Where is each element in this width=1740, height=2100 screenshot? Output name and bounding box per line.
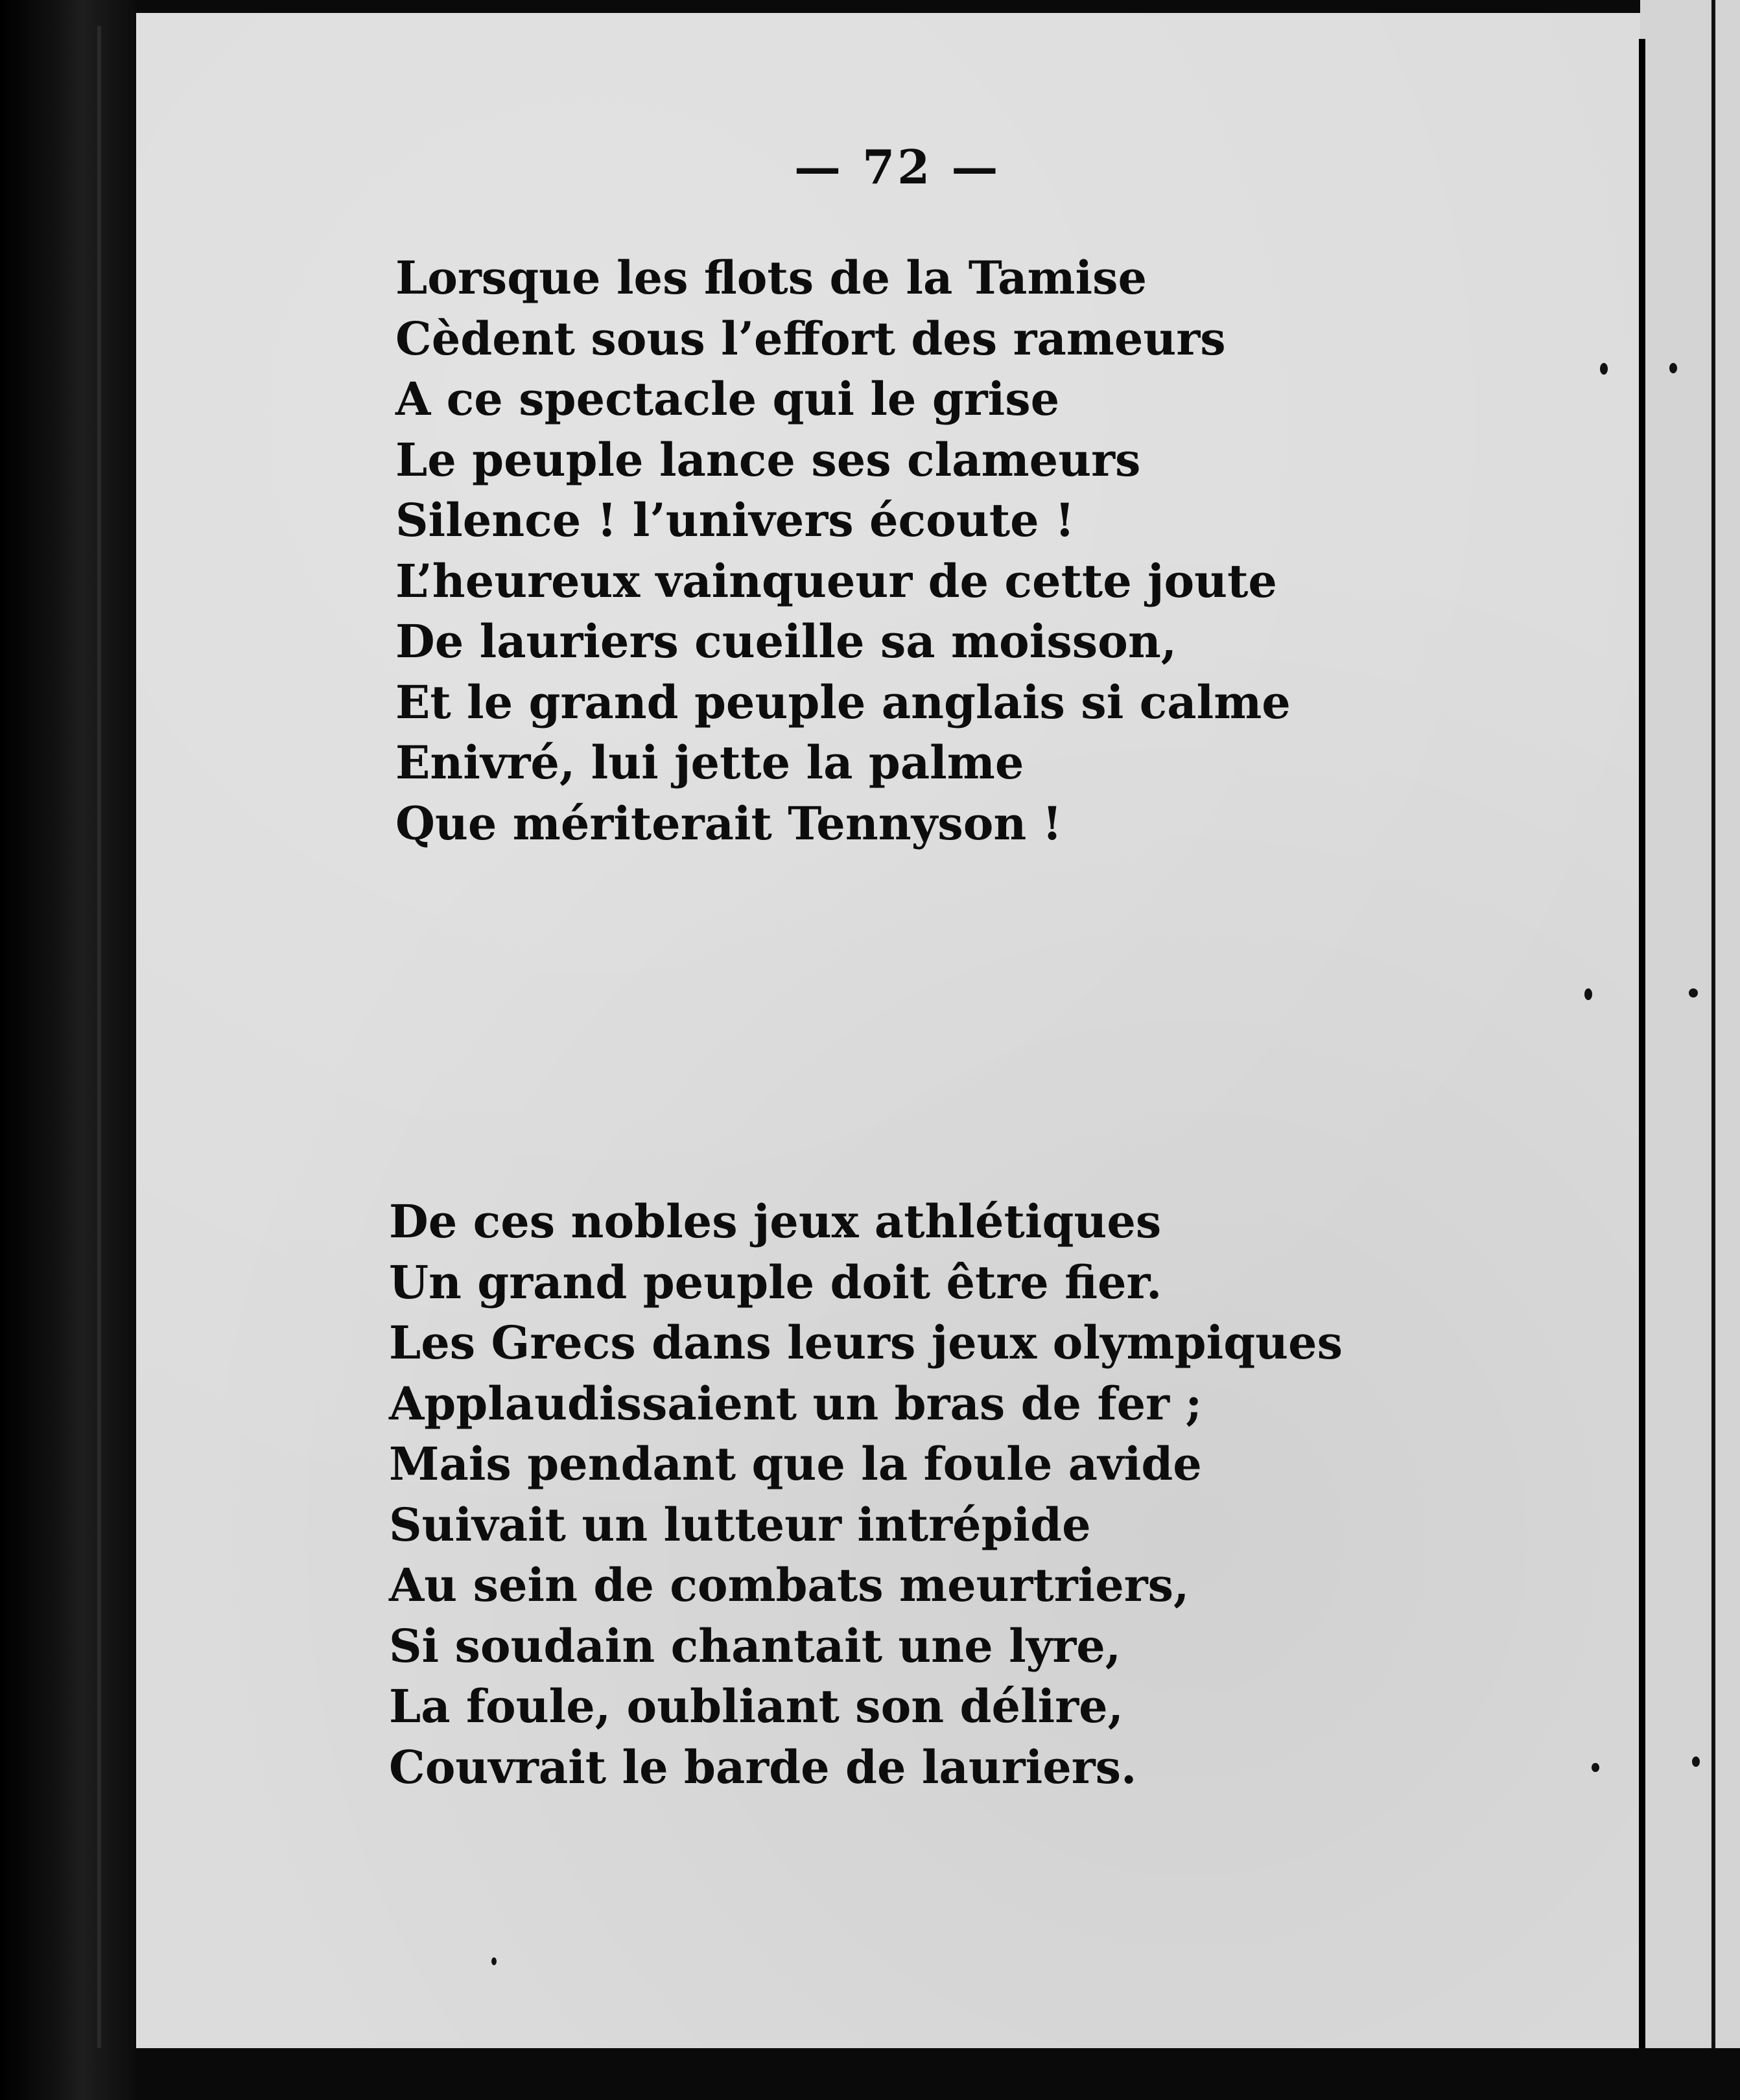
verse-line: L’heureux vainqueur de cette joute bbox=[395, 554, 1277, 608]
ink-speck bbox=[1584, 988, 1592, 1000]
ink-speck bbox=[1592, 1763, 1599, 1772]
ink-speck bbox=[1692, 1756, 1700, 1767]
verse-line: Applaudissaient un bras de fer ; bbox=[389, 1376, 1203, 1430]
verse-line: Mais pendant que la foule avide bbox=[389, 1437, 1202, 1491]
ink-speck bbox=[1689, 988, 1698, 998]
binding-edge bbox=[97, 26, 101, 2048]
verse-line: De ces nobles jeux athlétiques bbox=[389, 1195, 1162, 1248]
ink-speck bbox=[1669, 363, 1677, 373]
page-gutter-line bbox=[1639, 39, 1645, 2048]
scan-border-line bbox=[1711, 0, 1715, 2100]
verse-line: Enivré, lui jette la palme bbox=[395, 736, 1024, 789]
verse-line: De lauriers cueille sa moisson, bbox=[395, 614, 1177, 668]
page-number: — 72 — bbox=[794, 139, 1001, 194]
verse-line: Au sein de combats meurtriers, bbox=[389, 1558, 1190, 1612]
verse-line: Le peuple lance ses clameurs bbox=[395, 432, 1141, 487]
verse-line: Et le grand peuple anglais si calme bbox=[395, 675, 1291, 729]
ink-speck bbox=[491, 1957, 497, 1965]
verse-line: Un grand peuple doit être fier. bbox=[389, 1255, 1162, 1309]
scan-bottom-border bbox=[136, 2048, 1740, 2100]
verse-line: Cèdent sous l’effort des rameurs bbox=[395, 311, 1226, 366]
verse-line: Les Grecs dans leurs jeux olympiques bbox=[389, 1316, 1343, 1370]
verse-line: Si soudain chantait une lyre, bbox=[389, 1618, 1122, 1673]
book-binding bbox=[0, 0, 136, 2100]
verse-line: Suivait un lutteur intrépide bbox=[389, 1497, 1091, 1552]
ink-speck bbox=[1600, 363, 1608, 375]
verse-line: A ce spectacle qui le grise bbox=[395, 372, 1060, 426]
facing-page-edge bbox=[1640, 0, 1740, 2100]
verse-line: Couvrait le barde de lauriers. bbox=[389, 1740, 1137, 1794]
verse-line: Que mériterait Tennyson ! bbox=[395, 796, 1063, 850]
verse-line: Silence ! l’univers écoute ! bbox=[395, 493, 1075, 547]
stanza-1 bbox=[395, 248, 1291, 854]
verse-line: La foule, oubliant son délire, bbox=[389, 1679, 1123, 1733]
verse-line: Lorsque les flots de la Tamise bbox=[395, 251, 1147, 305]
stanza-2 bbox=[389, 1191, 1343, 1797]
